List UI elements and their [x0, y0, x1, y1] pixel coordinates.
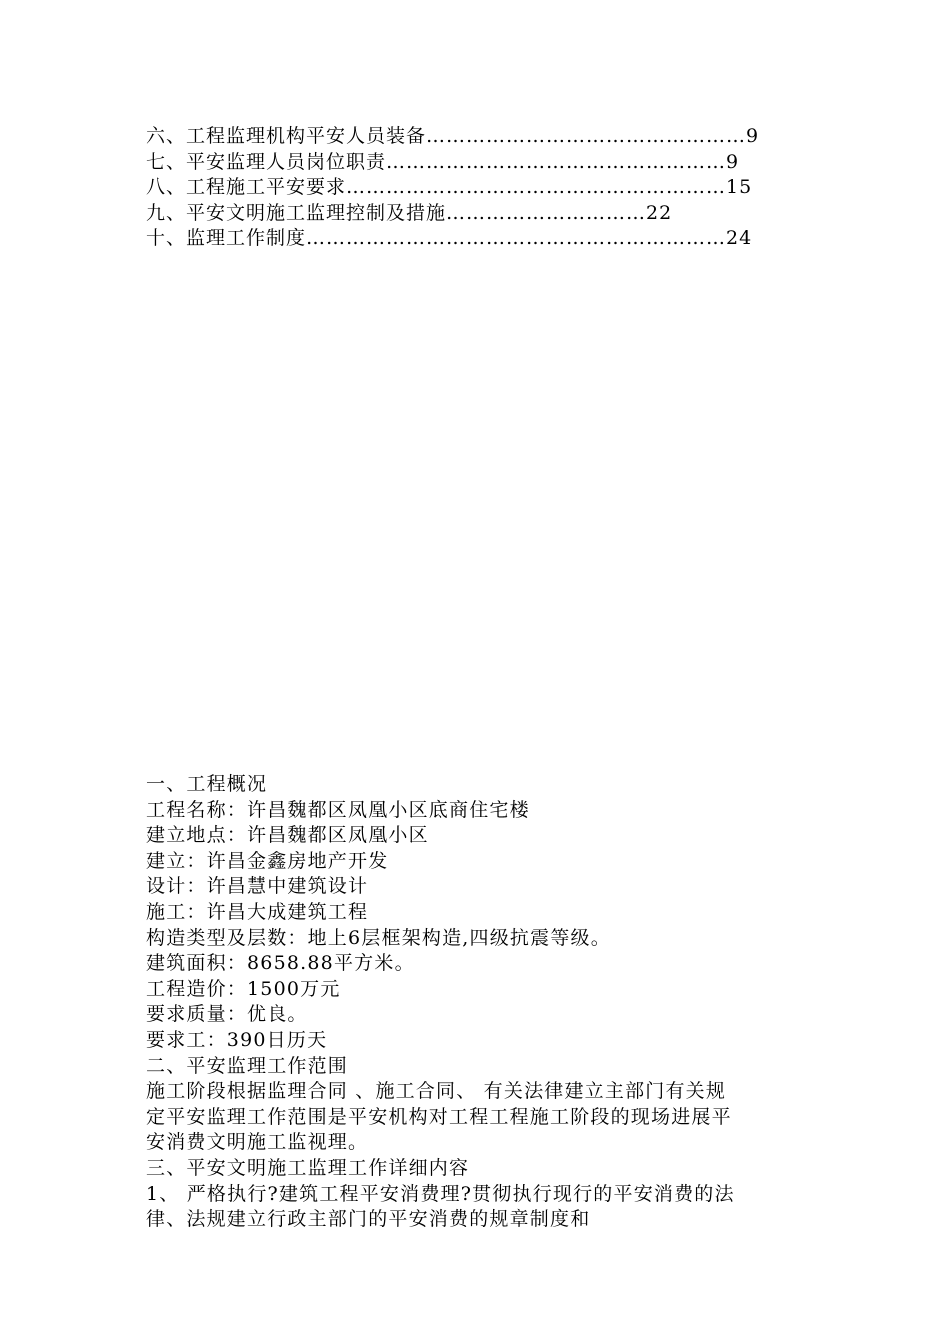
section-heading-details: 三、平安文明施工监理工作详细内容	[146, 1156, 470, 1179]
contractor: 施工：许昌大成建筑工程	[146, 900, 369, 923]
toc-entry-8: 八、工程施工平安要求…………………………………………………15	[146, 176, 753, 198]
toc-entry-10: 十、监理工作制度………………………………………………………24	[146, 227, 753, 249]
designer: 设计：许昌慧中建筑设计	[146, 875, 369, 898]
section-heading-scope: 二、平安监理工作范围	[146, 1054, 349, 1077]
toc-entry-9: 九、平安文明施工监理控制及措施…………………………22	[146, 201, 673, 224]
project-cost: 工程造价：1500万元	[146, 977, 341, 1000]
developer: 建立：许昌金鑫房地产开发	[146, 849, 389, 872]
scope-paragraph-line-3: 安消费文明施工监视理。	[146, 1131, 369, 1154]
structure-type: 构造类型及层数：地上6层框架构造,四级抗震等级。	[146, 926, 611, 949]
table-of-contents	[146, 124, 786, 252]
scope-paragraph-line-2: 定平安监理工作范围是平安机构对工程工程施工阶段的现场进展平	[146, 1105, 732, 1128]
project-name: 工程名称：许昌魏都区凤凰小区底商住宅楼	[146, 798, 530, 821]
quality-requirement: 要求质量：优良。	[146, 1003, 308, 1026]
schedule-requirement: 要求工：390日历天	[146, 1028, 328, 1051]
document-body	[146, 772, 814, 1233]
project-location: 建立地点：许昌魏都区凤凰小区	[146, 824, 429, 847]
toc-entry-7: 七、平安监理人员岗位职责……………………………………………9	[146, 150, 740, 173]
scope-paragraph-line-1: 施工阶段根据监理合同 、施工合同、 有关法律建立主部门有关规	[146, 1080, 727, 1103]
building-area: 建筑面积：8658.88平方米。	[146, 952, 415, 975]
section-heading-overview: 一、工程概况	[146, 773, 268, 795]
details-item-1-line-1: 1、 严格执行?建筑工程平安消费理?贯彻执行现行的平安消费的法	[146, 1182, 735, 1205]
toc-entry-6: 六、工程监理机构平安人员装备…………………………………………9	[146, 125, 760, 147]
details-item-1-line-2: 律、法规建立行政主部门的平安消费的规章制度和	[146, 1208, 591, 1231]
